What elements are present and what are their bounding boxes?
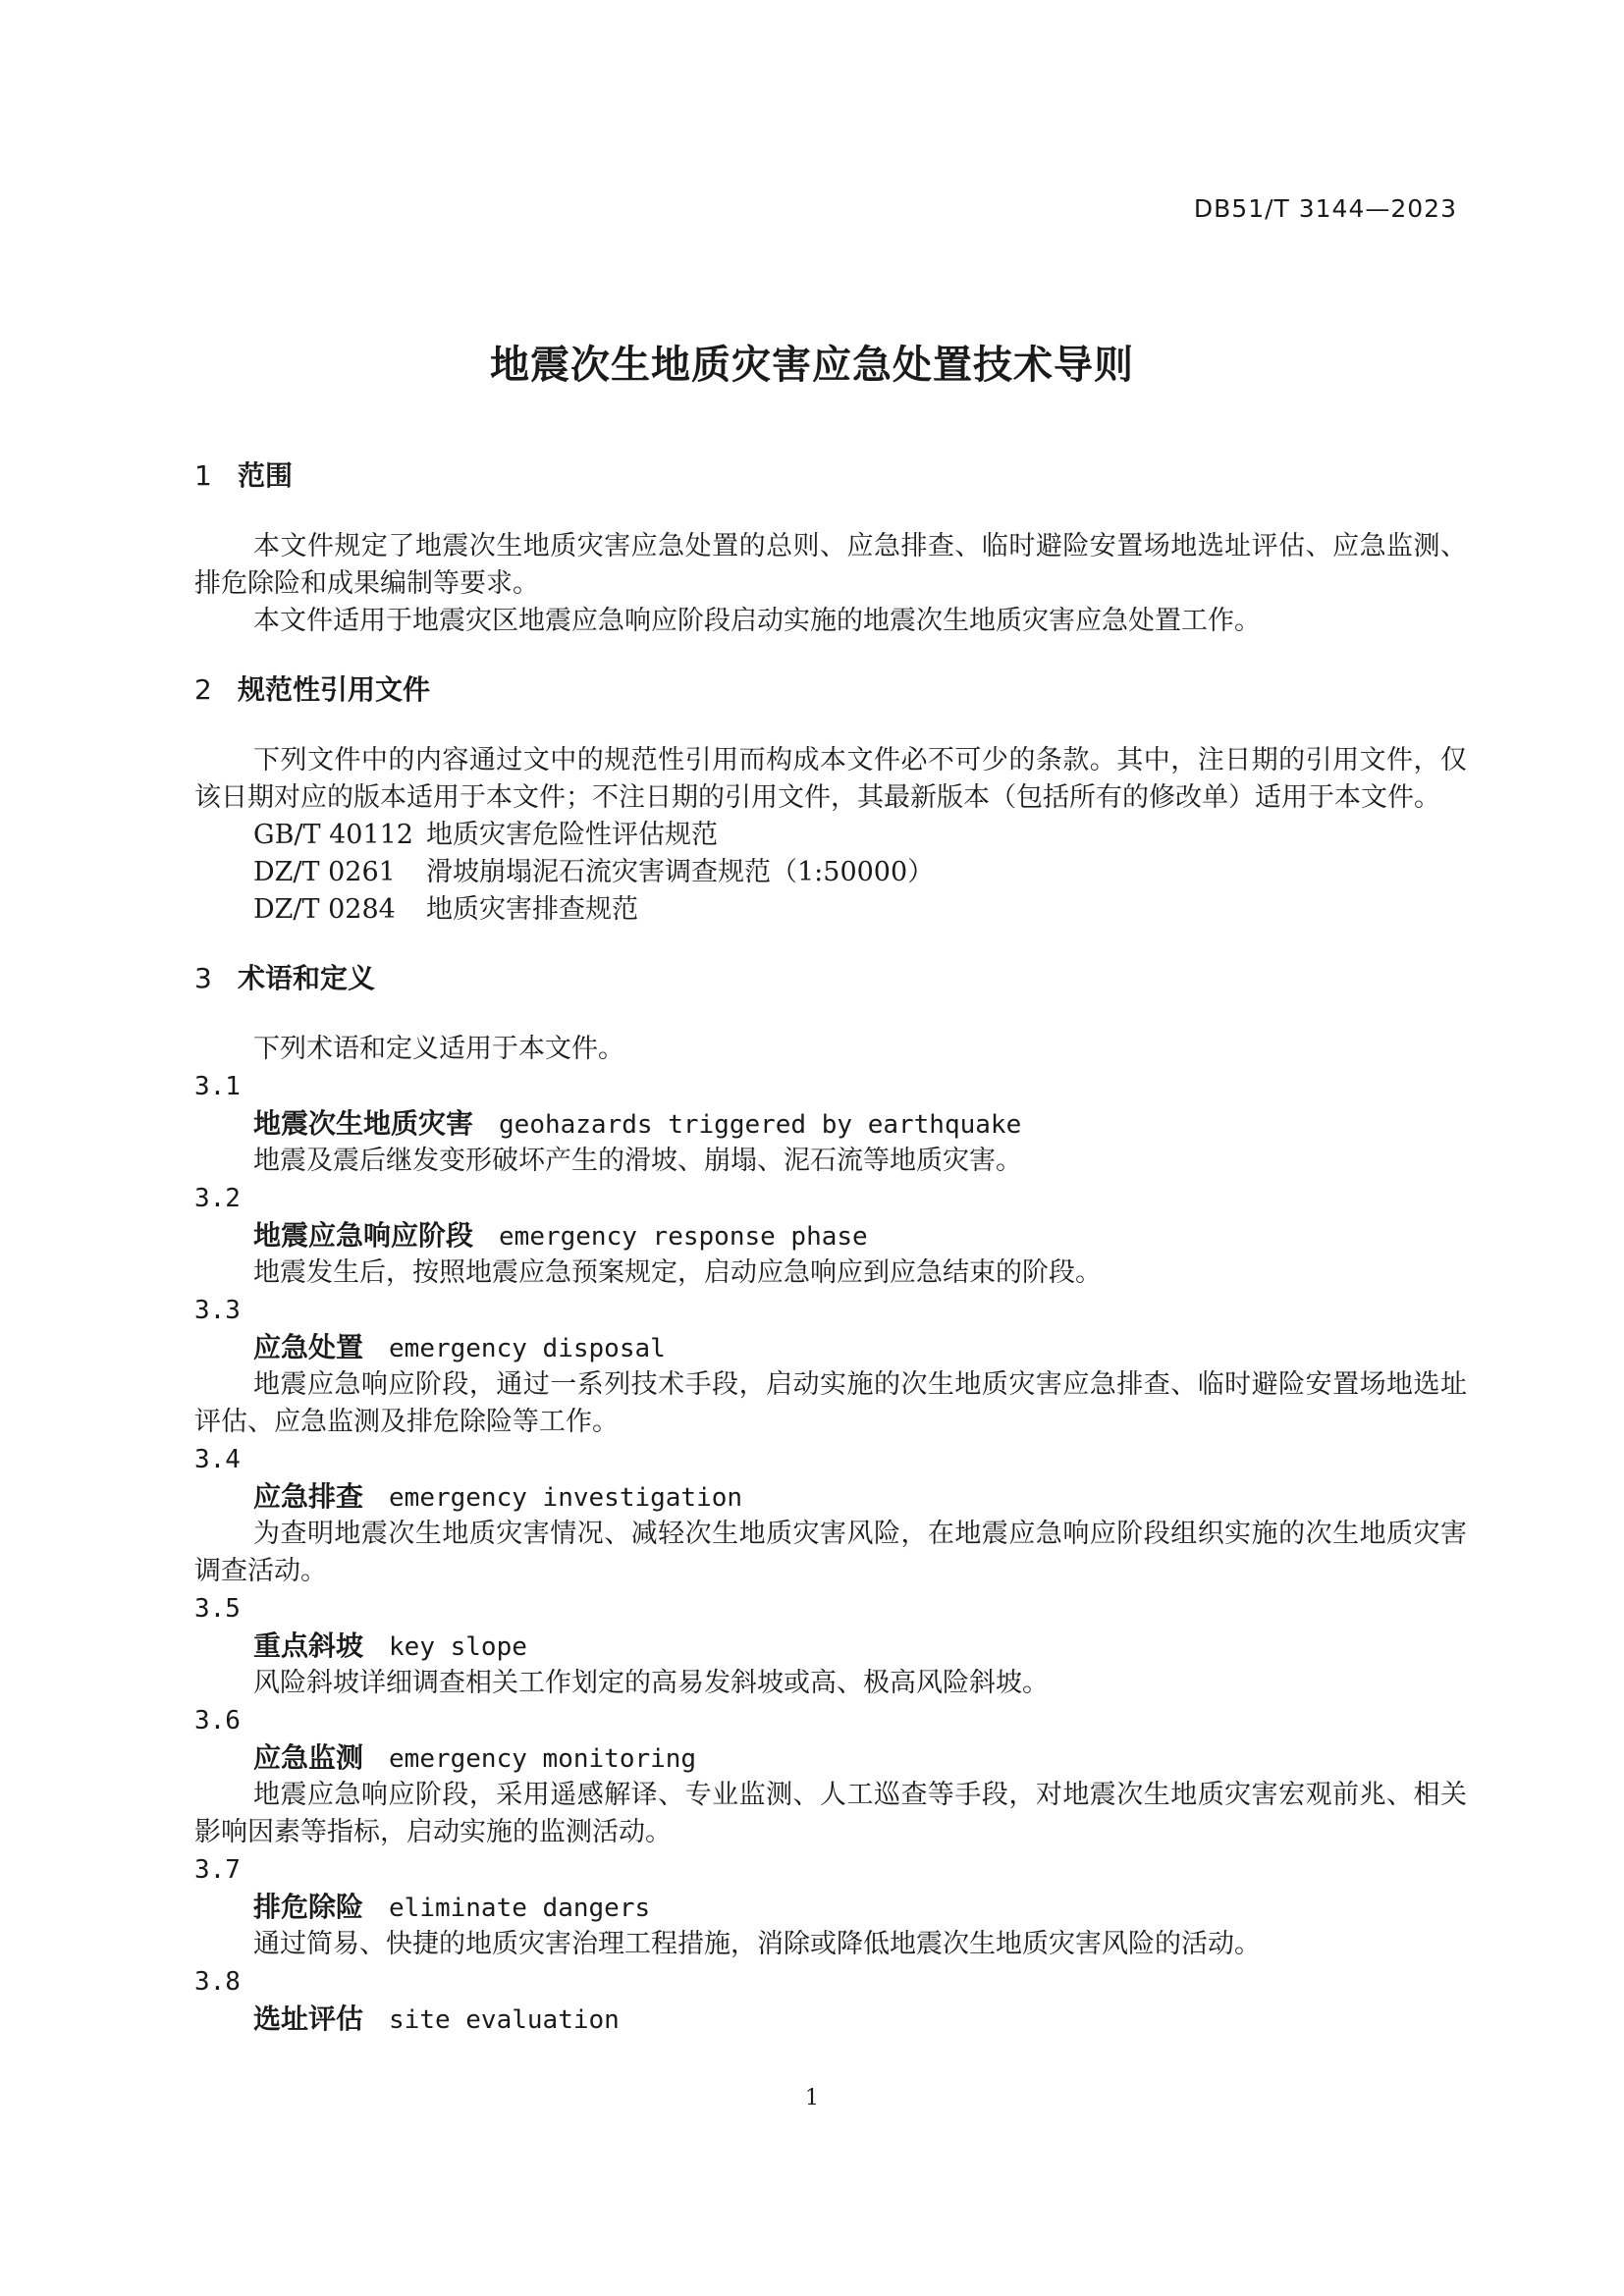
term-en: key slope xyxy=(389,1632,527,1662)
term-heading xyxy=(194,1478,1467,1516)
term-entry xyxy=(194,1068,1467,1180)
term-zh: 排危除险 xyxy=(253,1891,364,1923)
term-heading xyxy=(194,1739,1467,1777)
term-number: 3.2 xyxy=(194,1184,241,1213)
document-body xyxy=(194,457,1467,2038)
reference-list xyxy=(194,817,1467,929)
page-number: 1 xyxy=(805,2086,819,2110)
term-number: 3.1 xyxy=(194,1072,241,1101)
term-en: emergency response phase xyxy=(499,1222,868,1252)
paragraph: 下列术语和定义适用于本文件。 xyxy=(253,1034,624,1064)
term-number: 3.6 xyxy=(194,1706,241,1735)
term-zh: 地震应急响应阶段 xyxy=(253,1219,474,1252)
section-title: 规范性引用文件 xyxy=(238,673,431,706)
reference-code: DZ/T 0261 xyxy=(253,857,396,887)
term-zh: 选址评估 xyxy=(253,2002,364,2035)
term-zh: 应急处置 xyxy=(253,1331,364,1363)
section-number: 3 xyxy=(194,962,212,994)
reference-name: 滑坡崩塌泥石流灾害调查规范（1:50000） xyxy=(426,857,935,887)
section-number: 1 xyxy=(194,459,212,492)
section-title: 术语和定义 xyxy=(238,962,376,994)
term-zh: 应急排查 xyxy=(253,1480,364,1513)
term-heading xyxy=(194,1628,1467,1665)
term-entry xyxy=(194,1963,1467,2038)
term-zh: 重点斜坡 xyxy=(253,1629,364,1662)
reference-item xyxy=(194,817,1467,854)
section-heading-refs xyxy=(194,671,1467,709)
term-definition: 通过简易、快捷的地质灾害治理工程措施，消除或降低地震次生地质灾害风险的活动。 xyxy=(253,1929,1261,1959)
term-entry xyxy=(194,1590,1467,1702)
term-definition: 地震应急响应阶段，通过一系列技术手段，启动实施的次生地质灾害应急排查、临时避险安置场地选址评估、应急监测及排危除险等工作。 xyxy=(194,1369,1467,1437)
term-number: 3.3 xyxy=(194,1296,241,1325)
term-en: site evaluation xyxy=(389,2005,620,2035)
term-number: 3.8 xyxy=(194,1967,241,1997)
standard-code: DB51/T 3144—2023 xyxy=(1193,194,1457,223)
paragraph: 本文件规定了地震次生地质灾害应急处置的总则、应急排查、临时避险安置场地选址评估、应急监测、排危除险和成果编制等要求。 xyxy=(194,531,1467,599)
paragraph: 本文件适用于地震灾区地震应急响应阶段启动实施的地震次生地质灾害应急处置工作。 xyxy=(253,606,1261,636)
term-number: 3.4 xyxy=(194,1445,241,1474)
term-zh: 地震次生地质灾害 xyxy=(253,1107,474,1140)
term-en: emergency monitoring xyxy=(389,1744,697,1774)
term-entry xyxy=(194,1292,1467,1441)
section-heading-scope xyxy=(194,457,1467,495)
term-number: 3.5 xyxy=(194,1594,241,1624)
section-heading-terms xyxy=(194,960,1467,997)
term-definition: 为查明地震次生地质灾害情况、减轻次生地质灾害风险，在地震应急响应阶段组织实施的次生地质灾害调查活动。 xyxy=(194,1519,1467,1586)
reference-name: 地质灾害排查规范 xyxy=(426,894,638,925)
term-heading xyxy=(194,1329,1467,1366)
term-heading xyxy=(194,2001,1467,2038)
reference-name: 地质灾害危险性评估规范 xyxy=(426,820,718,850)
term-entry xyxy=(194,1851,1467,1963)
term-definition: 地震及震后继发变形破坏产生的滑坡、崩塌、泥石流等地质灾害。 xyxy=(253,1146,1022,1176)
term-definition: 风险斜坡详细调查相关工作划定的高易发斜坡或高、极高风险斜坡。 xyxy=(253,1668,1049,1698)
term-zh: 应急监测 xyxy=(253,1741,364,1774)
term-definition: 地震发生后，按照地震应急预案规定，启动应急响应到应急结束的阶段。 xyxy=(253,1257,1102,1288)
section-number: 2 xyxy=(194,673,212,706)
term-number: 3.7 xyxy=(194,1855,241,1885)
reference-code: DZ/T 0284 xyxy=(253,894,396,925)
term-entry xyxy=(194,1702,1467,1851)
term-heading xyxy=(194,1217,1467,1255)
term-en: geohazards triggered by earthquake xyxy=(499,1110,1022,1140)
document-title: 地震次生地质灾害应急处置技术导则 xyxy=(490,343,1134,388)
section-title: 范围 xyxy=(238,459,294,492)
term-heading xyxy=(194,1889,1467,1926)
term-entry xyxy=(194,1441,1467,1590)
reference-item xyxy=(194,854,1467,891)
term-en: emergency investigation xyxy=(389,1483,743,1513)
term-heading xyxy=(194,1105,1467,1143)
term-en: emergency disposal xyxy=(389,1334,666,1363)
reference-code: GB/T 40112 xyxy=(253,820,413,850)
paragraph: 下列文件中的内容通过文中的规范性引用而构成本文件必不可少的条款。其中，注日期的引用文件，仅该日期对应的版本适用于本文件；不注日期的引用文件，其最新版本（包括所有的修改单）适用于本文件。 xyxy=(194,745,1467,813)
term-entry xyxy=(194,1180,1467,1292)
term-en: eliminate dangers xyxy=(389,1894,651,1923)
reference-item xyxy=(194,891,1467,929)
term-definition: 地震应急响应阶段，采用遥感解译、专业监测、人工巡查等手段，对地震次生地质灾害宏观前兆、相关影响因素等指标，启动实施的监测活动。 xyxy=(194,1780,1467,1847)
